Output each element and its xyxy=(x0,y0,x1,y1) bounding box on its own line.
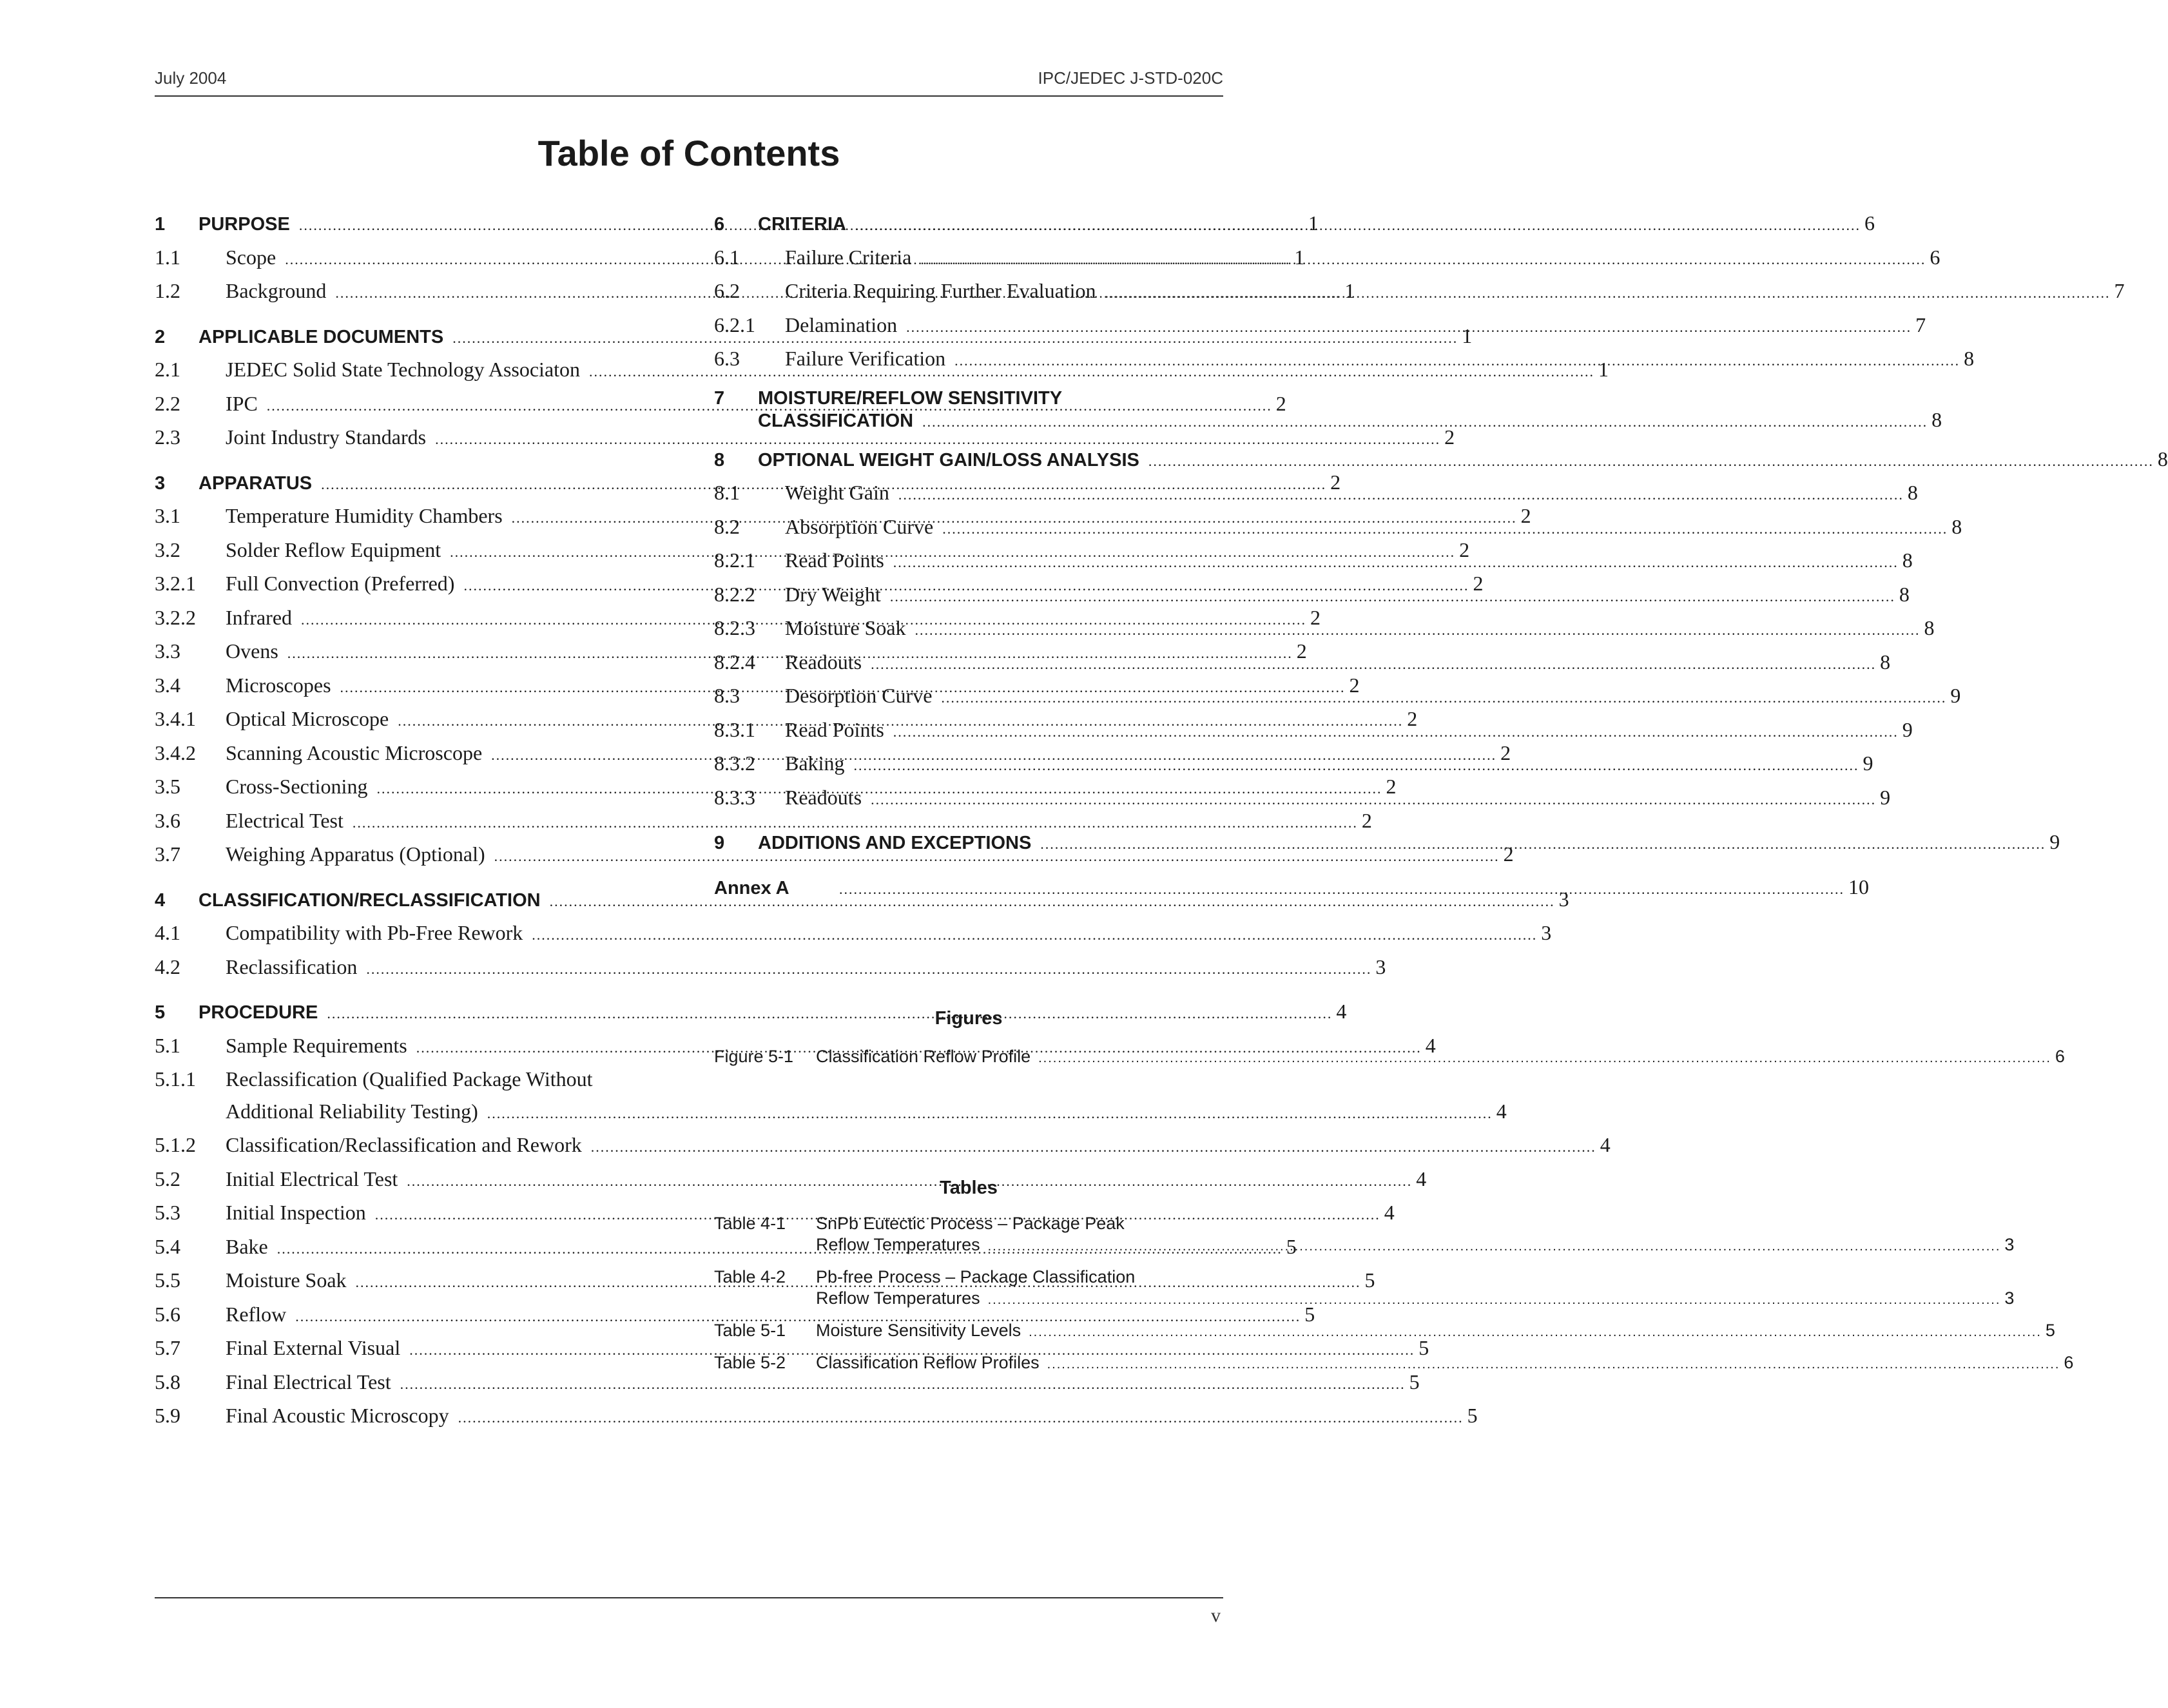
toc-entry-5-9[interactable]: 5.9 Final Acoustic Microscopy ..... 5 xyxy=(155,1400,663,1434)
leader-dots xyxy=(1038,1048,2051,1069)
toc-entry-1-2[interactable]: 1.2 Background ..... 1 xyxy=(155,275,663,309)
toc-entry-6-3[interactable]: 6.3 Failure Verification ..... 8 xyxy=(714,343,1223,377)
leader-dots xyxy=(1040,828,2046,860)
leader-dots xyxy=(941,682,1946,714)
header-date: July 2004 xyxy=(155,68,227,88)
toc-entry-8-3-2[interactable]: 8.3.2 Baking ..... 9 xyxy=(714,748,1223,782)
toc-entry-8-2-2[interactable]: 8.2.2 Dry Weight ..... 8 xyxy=(714,579,1223,613)
toc-entry-4-2[interactable]: 4.2 Reclassification ..... 3 xyxy=(155,951,663,985)
toc-entry-3-2[interactable]: 3.2 Solder Reflow Equipment ..... 2 xyxy=(155,534,663,568)
toc-entry-6-2[interactable]: 6.2 Criteria Requiring Further Evaluation ..... 7 xyxy=(714,275,1223,309)
toc-entry-3-6[interactable]: 3.6 Electrical Test ..... 2 xyxy=(155,805,663,839)
toc-entry-8-3[interactable]: 8.3 Desorption Curve ..... 9 xyxy=(714,680,1223,714)
toc-entry-6[interactable]: 6 CRITERIA ..... 6 xyxy=(714,208,1223,242)
toc-entry-1-1[interactable]: 1.1 Scope ..... 1 xyxy=(155,242,663,276)
toc-entry-8-3-3[interactable]: 8.3.3 Readouts ..... 9 xyxy=(714,782,1223,816)
toc-entry-5-6[interactable]: 5.6 Reflow ..... 5 xyxy=(155,1299,663,1333)
toc-entry-3[interactable]: 3 APPARATUS ..... 2 xyxy=(155,467,663,501)
toc-entry-6-2-1[interactable]: 6.2.1 Delamination ..... 7 xyxy=(714,309,1223,344)
leader-dots xyxy=(906,311,1912,344)
leader-dots xyxy=(915,614,1921,646)
toc-entry-annex-a[interactable]: Annex A ..... 10 xyxy=(714,871,1223,906)
toc-entry-8-1[interactable]: 8.1 Weight Gain ..... 8 xyxy=(714,477,1223,511)
toc-entry-5-3[interactable]: 5.3 Initial Inspection ..... 4 xyxy=(155,1197,663,1231)
leader-dots xyxy=(458,1402,1464,1434)
toc-entry-4[interactable]: 4 CLASSIFICATION/RECLASSIFICATION ..... 3 xyxy=(155,884,663,918)
toc-entry-8-2-4[interactable]: 8.2.4 Readouts ..... 8 xyxy=(714,646,1223,681)
toc-entry-8-2-3[interactable]: 8.2.3 Moisture Soak ..... 8 xyxy=(714,612,1223,646)
header-doc-id: IPC/JEDEC J-STD-020C xyxy=(1038,68,1223,88)
leader-dots xyxy=(1148,445,2154,478)
toc-entry-8-3-1[interactable]: 8.3.1 Read Points ..... 9 xyxy=(714,714,1223,748)
table-entry-5-1[interactable]: Table 5-1 Moisture Sensitivity Levels ..... 5 xyxy=(714,1320,1223,1343)
leader-dots xyxy=(988,1236,2001,1257)
leader-dots xyxy=(1029,1322,2042,1343)
table-entry-4-1[interactable]: Table 4-1 SnPb Eutectic Process – Package Peak Reflow Temperatures ..... 3 xyxy=(714,1213,1223,1257)
leader-dots xyxy=(855,209,1861,242)
toc-entry-2-3[interactable]: 2.3 Joint Industry Standards ..... 2 xyxy=(155,422,663,456)
toc-entry-5-1-1[interactable]: 5.1.1 Reclassification (Qualified Package Without Additional Reliability Testing) ..... 4 xyxy=(155,1063,663,1129)
leader-dots xyxy=(942,513,1948,545)
page-title: Table of Contents xyxy=(537,133,840,173)
leader-dots xyxy=(893,716,1899,748)
leader-dots xyxy=(954,345,1960,377)
toc-entry-2-2[interactable]: 2.2 IPC ..... 2 xyxy=(155,388,663,422)
toc-entry-1[interactable]: 1 PURPOSE ..... 1 xyxy=(155,208,663,242)
toc-entry-5-4[interactable]: 5.4 Bake ..... 5 xyxy=(155,1231,663,1265)
leader-dots xyxy=(871,648,1876,681)
toc-entry-2-1[interactable]: 2.1 JEDEC Solid State Technology Associaton ..... 1 xyxy=(155,354,663,388)
leader-dots xyxy=(1047,1354,2060,1375)
leader-dots xyxy=(1105,277,2111,309)
toc-entry-5-5[interactable]: 5.5 Moisture Soak ..... 5 xyxy=(155,1265,663,1299)
figures-heading: Figures xyxy=(934,1008,1003,1029)
figure-entry-5-1[interactable]: Figure 5-1 Classification Reflow Profile ..... 6 xyxy=(714,1046,1223,1069)
toc-entry-3-4[interactable]: 3.4 Microscopes ..... 2 xyxy=(155,670,663,704)
toc-entry-3-2-1[interactable]: 3.2.1 Full Convection (Preferred) ..... 2 xyxy=(155,568,663,602)
toc-entry-5[interactable]: 5 PROCEDURE ..... 4 xyxy=(155,996,663,1030)
toc-entry-3-4-2[interactable]: 3.4.2 Scanning Acoustic Microscope ..... 2 xyxy=(155,737,663,772)
toc-entry-6-1[interactable]: 6.1 Failure Criteria ..... 6 xyxy=(714,242,1223,276)
leader-dots xyxy=(839,873,1844,906)
footer-rule xyxy=(155,1597,1223,1598)
table-entry-5-2[interactable]: Table 5-2 Classification Reflow Profiles ..... 6 xyxy=(714,1352,1223,1375)
toc-entry-4-1[interactable]: 4.1 Compatibility with Pb-Free Rework ..... 3 xyxy=(155,917,663,951)
toc-entry-3-1[interactable]: 3.1 Temperature Humidity Chambers ..... 2 xyxy=(155,500,663,534)
toc-entry-3-7[interactable]: 3.7 Weighing Apparatus (Optional) ..... 2 xyxy=(155,839,663,873)
leader-dots xyxy=(922,411,1928,432)
leader-dots xyxy=(898,479,1904,511)
toc-entry-8-2-1[interactable]: 8.2.1 Read Points ..... 8 xyxy=(714,545,1223,579)
leader-dots xyxy=(920,244,1926,276)
leader-dots xyxy=(871,784,1876,816)
page-number: v xyxy=(1211,1605,1221,1626)
leader-dots xyxy=(893,547,1899,579)
toc-entry-3-5[interactable]: 3.5 Cross-Sectioning ..... 2 xyxy=(155,771,663,805)
leader-dots xyxy=(890,581,1895,613)
toc-entry-5-1[interactable]: 5.1 Sample Requirements ..... 4 xyxy=(155,1030,663,1064)
toc-entry-8[interactable]: 8 OPTIONAL WEIGHT GAIN/LOSS ANALYSIS ..... 8 xyxy=(714,443,1223,478)
toc-entry-5-7[interactable]: 5.7 Final External Visual ..... 5 xyxy=(155,1332,663,1366)
toc-entry-3-3[interactable]: 3.3 Ovens ..... 2 xyxy=(155,636,663,670)
tables-heading: Tables xyxy=(940,1178,998,1198)
toc-entry-7[interactable]: 7 MOISTURE/REFLOW SENSITIVITY CLASSIFICATION ..... 8 xyxy=(714,388,1223,432)
leader-dots xyxy=(988,1290,2001,1311)
toc-entry-3-4-1[interactable]: 3.4.1 Optical Microscope ..... 2 xyxy=(155,703,663,737)
toc-entry-5-2[interactable]: 5.2 Initial Electrical Test ..... 4 xyxy=(155,1163,663,1198)
toc-entry-2[interactable]: 2 APPLICABLE DOCUMENTS ..... 1 xyxy=(155,320,663,354)
toc-entry-8-2[interactable]: 8.2 Absorption Curve ..... 8 xyxy=(714,511,1223,545)
toc-entry-9[interactable]: 9 ADDITIONS AND EXCEPTIONS ..... 9 xyxy=(714,826,1223,860)
table-entry-4-2[interactable]: Table 4-2 Pb-free Process – Package Classification Reflow Temperatures ..... 3 xyxy=(714,1266,1223,1311)
leader-dots xyxy=(853,750,1859,782)
toc-entry-5-1-2[interactable]: 5.1.2 Classification/Reclassification and Rework ..... 4 xyxy=(155,1129,663,1163)
running-header xyxy=(155,67,1223,97)
toc-entry-3-2-2[interactable]: 3.2.2 Infrared ..... 2 xyxy=(155,602,663,636)
toc-entry-5-8[interactable]: 5.8 Final Electrical Test ..... 5 xyxy=(155,1366,663,1401)
